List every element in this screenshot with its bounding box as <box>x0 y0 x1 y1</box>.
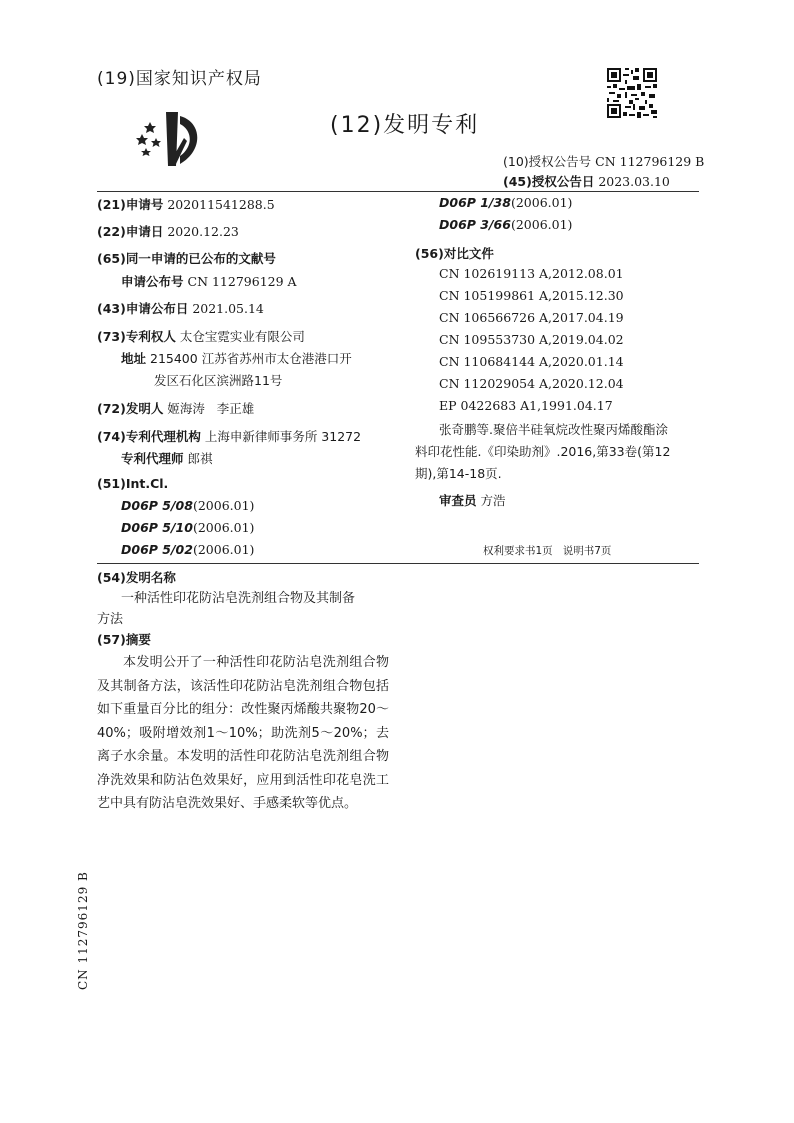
intcl-entry: D06P 5/10(2006.01) <box>121 520 255 535</box>
abstract-text: 本发明公开了一种活性印花防沾皂洗剂组合物及其制备方法，该活性印花防沾皂洗剂组合物包括如下重量百分比的组分：改性聚丙烯酸共聚物20～40%；吸附增效剂1～10%；助洗剂5～20%；去离子水余量。本发明的活性印花防沾皂洗剂组合物净洗效果和防沾色效果好，应用到活性印花皂洗工艺中具有防沾皂洗效果好、手感柔软等优点。 <box>97 655 389 811</box>
intcl-entry: D06P 5/08(2006.01) <box>121 498 255 513</box>
intcl-label: (51)Int.Cl. <box>97 476 169 491</box>
patent-agency: (74)专利代理机构 上海申新律师事务所 31272 <box>97 429 362 444</box>
filing-date: (22)申请日 2020.12.23 <box>97 224 239 239</box>
address-line-2: 发区石化区滨洲路11号 <box>154 373 283 388</box>
literature-reference-line-2: 料印花性能.《印染助剂》.2016,第33卷(第12 <box>415 444 671 459</box>
cnipa-logo-icon <box>130 108 210 170</box>
section-divider <box>97 563 699 564</box>
application-number: (21)申请号 202011541288.5 <box>97 197 275 212</box>
reference-item: CN 105199861 A,2015.12.30 <box>439 288 624 303</box>
grant-date: (45)授权公告日 2023.03.10 <box>503 174 670 189</box>
references-label: (56)对比文件 <box>415 246 494 261</box>
patent-agent: 专利代理师 郎祺 <box>121 451 213 466</box>
reference-item: CN 102619113 A,2012.08.01 <box>439 266 624 281</box>
reference-item: CN 106566726 A,2017.04.19 <box>439 310 624 325</box>
intcl-entry: D06P 1/38(2006.01) <box>439 195 573 210</box>
intcl-entry: D06P 3/66(2006.01) <box>439 217 573 232</box>
reference-item: CN 110684144 A,2020.01.14 <box>439 354 624 369</box>
literature-reference: 张奇鹏等.聚倍半硅氧烷改性聚丙烯酸酯涂 <box>439 422 668 437</box>
reference-item: CN 109553730 A,2019.04.02 <box>439 332 624 347</box>
side-document-number: CN 112796129 B <box>76 871 90 990</box>
page-count: 权利要求书1页 说明书7页 <box>483 545 612 557</box>
prior-publication-label: (65)同一申请的已公布的文献号 <box>97 251 276 266</box>
invention-title-line-2: 方法 <box>97 612 124 627</box>
abstract-label: (57)摘要 <box>97 632 151 647</box>
grant-number: (10)授权公告号 CN 112796129 B <box>503 154 705 169</box>
intcl-entry: D06P 5/02(2006.01) <box>121 542 255 557</box>
inventors: (72)发明人 姬海涛 李正雄 <box>97 401 255 416</box>
invention-title-label: (54)发明名称 <box>97 570 176 585</box>
examiner: 审查员 方浩 <box>439 493 506 508</box>
reference-item: CN 112029054 A,2020.12.04 <box>439 376 624 391</box>
invention-title: 一种活性印花防沾皂洗剂组合物及其制备 <box>121 591 356 606</box>
patentee: (73)专利权人 太仓宝霓实业有限公司 <box>97 329 305 344</box>
address: 地址 215400 江苏省苏州市太仓港港口开 <box>121 351 352 366</box>
header-divider <box>97 191 699 192</box>
office-name: (19)国家知识产权局 <box>97 69 262 89</box>
prior-publication-number: 申请公布号 CN 112796129 A <box>121 274 297 289</box>
publication-date: (43)申请公布日 2021.05.14 <box>97 301 264 316</box>
literature-reference-line-3: 期),第14-18页. <box>415 466 502 481</box>
qr-code-icon <box>607 68 657 118</box>
document-type: (12)发明专利 <box>330 113 480 138</box>
reference-item: EP 0422683 A1,1991.04.17 <box>439 398 613 413</box>
